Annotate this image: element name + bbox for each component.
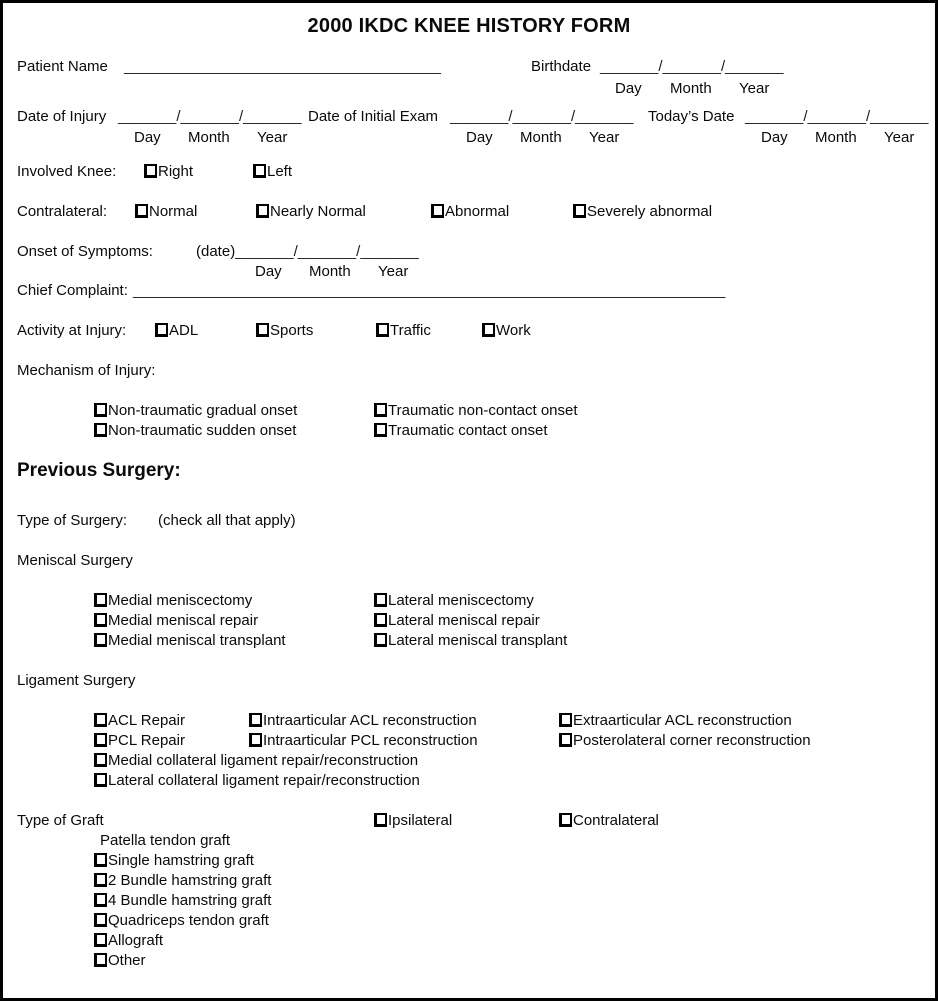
checkbox-non-traumatic-gradual-onset[interactable] [94, 402, 297, 420]
checkbox-icon [94, 733, 107, 747]
option-label: 2 Bundle hamstring graft [108, 872, 272, 889]
date-of-injury-blank[interactable]: _______/_______/_______ [118, 108, 302, 125]
option-label: Severely abnormal [587, 203, 713, 220]
option-label: Sports [270, 322, 314, 339]
checkbox-work[interactable] [482, 322, 531, 340]
checkbox-2-bundle-hamstring-graft[interactable] [94, 872, 271, 890]
chief-complaint-label: Chief Complaint: [17, 282, 128, 299]
previous-surgery-heading: Previous Surgery: [17, 460, 181, 481]
date-of-initial-exam-blank[interactable]: _______/_______/_______ [450, 108, 634, 125]
option-label: Single hamstring graft [108, 852, 254, 869]
option-label: Traffic [390, 322, 431, 339]
option-label: ACL Repair [108, 712, 185, 729]
activity-at-injury-label: Activity at Injury: [17, 322, 127, 339]
checkbox-left[interactable] [253, 163, 292, 181]
option-label: Lateral meniscectomy [388, 592, 534, 609]
checkbox-nearly-normal[interactable] [256, 203, 366, 221]
onset-date-field[interactable] [196, 243, 419, 261]
patient-name-label: Patient Name [17, 58, 108, 75]
option-label: Medial meniscectomy [108, 592, 253, 609]
onset-date-blank: _______/_______/_______ [235, 243, 419, 260]
checkbox-icon [374, 593, 387, 607]
option-label: Lateral collateral ligament repair/reconstruction [108, 772, 420, 789]
checkbox-medial-meniscal-repair[interactable] [94, 612, 258, 630]
checkbox-icon [482, 323, 495, 337]
day-label: Day [761, 129, 788, 146]
checkbox-severely-abnormal[interactable] [573, 203, 712, 221]
checkbox-adl[interactable] [155, 322, 198, 340]
option-label: Medial meniscal transplant [108, 632, 286, 649]
option-label: Quadriceps tendon graft [108, 912, 269, 929]
checkbox-icon [249, 713, 262, 727]
year-label: Year [884, 129, 915, 146]
checkbox-pcl-repair[interactable] [94, 732, 185, 750]
form-title: 2000 IKDC KNEE HISTORY FORM [307, 15, 631, 37]
checkbox-icon [135, 204, 148, 218]
checkbox-lateral-meniscectomy[interactable] [374, 592, 534, 610]
checkbox-posterolateral-corner-reconstruction[interactable] [559, 732, 811, 750]
option-label: Work [496, 322, 531, 339]
checkbox-4-bundle-hamstring-graft[interactable] [94, 892, 271, 910]
checkbox-traffic[interactable] [376, 322, 431, 340]
checkbox-contralateral[interactable] [559, 812, 659, 830]
month-label: Month [670, 80, 712, 97]
checkbox-acl-repair[interactable] [94, 712, 185, 730]
option-label: Left [267, 163, 293, 180]
type-of-surgery-label: Type of Surgery: [17, 512, 128, 529]
year-label: Year [589, 129, 620, 146]
contralateral-label: Contralateral: [17, 203, 108, 220]
option-label: Ipsilateral [388, 812, 453, 829]
checkbox-icon [573, 204, 586, 218]
month-label: Month [815, 129, 857, 146]
option-label: Lateral meniscal repair [388, 612, 540, 629]
checkbox-icon [155, 323, 168, 337]
option-label: Intraarticular ACL reconstruction [263, 712, 477, 729]
option-label: Other [108, 952, 146, 969]
checkbox-icon [94, 873, 107, 887]
onset-of-symptoms-label: Onset of Symptoms: [17, 243, 153, 260]
option-label: Right [158, 163, 194, 180]
day-label: Day [466, 129, 493, 146]
checkbox-traumatic-contact-onset[interactable] [374, 422, 548, 440]
option-label: Abnormal [445, 203, 510, 220]
checkbox-lateral-meniscal-transplant[interactable] [374, 632, 567, 650]
date-of-injury-label: Date of Injury [17, 108, 107, 125]
option-label: Lateral meniscal transplant [388, 632, 568, 649]
checkbox-icon [94, 423, 107, 437]
checkbox-medial-collateral-ligament[interactable] [94, 752, 418, 770]
checkbox-icon [256, 204, 269, 218]
checkbox-right[interactable] [144, 163, 193, 181]
option-label: Extraarticular ACL reconstruction [573, 712, 792, 729]
option-label: Intraarticular PCL reconstruction [263, 732, 478, 749]
checkbox-icon [94, 853, 107, 867]
option-label: Posterolateral corner reconstruction [573, 732, 811, 749]
month-label: Month [188, 129, 230, 146]
checkbox-icon [94, 933, 107, 947]
checkbox-icon [376, 323, 389, 337]
checkbox-icon [374, 613, 387, 627]
checkbox-icon [94, 913, 107, 927]
ligament-surgery-label: Ligament Surgery [17, 672, 136, 689]
checkbox-traumatic-non-contact-onset[interactable] [374, 402, 578, 420]
checkbox-lateral-collateral-ligament[interactable] [94, 772, 420, 790]
checkbox-intraarticular-pcl-reconstruction[interactable] [249, 732, 478, 750]
checkbox-icon [256, 323, 269, 337]
checkbox-icon [94, 403, 107, 417]
checkbox-icon [253, 164, 266, 178]
option-label: Medial meniscal repair [108, 612, 259, 629]
checkbox-single-hamstring-graft[interactable] [94, 852, 254, 870]
meniscal-surgery-label: Meniscal Surgery [17, 552, 133, 569]
month-label: Month [520, 129, 562, 146]
checkbox-extraarticular-acl-reconstruction[interactable] [559, 712, 792, 730]
year-label: Year [378, 263, 409, 280]
type-of-graft-label: Type of Graft [17, 812, 104, 829]
chief-complaint-blank[interactable]: _______________________________________________________________________ [133, 282, 726, 299]
year-label: Year [257, 129, 288, 146]
checkbox-icon [249, 733, 262, 747]
option-label: Nearly Normal [270, 203, 366, 220]
checkbox-icon [559, 713, 572, 727]
checkbox-normal[interactable] [135, 203, 197, 221]
checkbox-icon [94, 593, 107, 607]
option-label: PCL Repair [108, 732, 185, 749]
graft-item-patella-tendon: Patella tendon graft [100, 832, 231, 849]
involved-knee-label: Involved Knee: [17, 163, 117, 180]
checkbox-other[interactable] [94, 952, 146, 970]
patient-name-blank[interactable]: ______________________________________ [124, 58, 442, 75]
mechanism-of-injury-label: Mechanism of Injury: [17, 362, 156, 379]
checkbox-icon [431, 204, 444, 218]
month-label: Month [309, 263, 351, 280]
checkbox-icon [374, 813, 387, 827]
checkbox-icon [374, 403, 387, 417]
checkbox-icon [94, 713, 107, 727]
todays-date-label: Today’s Date [648, 108, 735, 125]
checkbox-icon [374, 633, 387, 647]
checkbox-abnormal[interactable] [431, 203, 509, 221]
checkbox-medial-meniscal-transplant[interactable] [94, 632, 286, 650]
checkbox-icon [94, 633, 107, 647]
day-label: Day [134, 129, 161, 146]
checkbox-intraarticular-acl-reconstruction[interactable] [249, 712, 477, 730]
checkbox-quadriceps-tendon-graft[interactable] [94, 912, 269, 930]
option-label: 4 Bundle hamstring graft [108, 892, 272, 909]
checkbox-medial-meniscectomy[interactable] [94, 592, 252, 610]
option-label: Traumatic contact onset [388, 422, 548, 439]
checkbox-allograft[interactable] [94, 932, 163, 950]
checkbox-lateral-meniscal-repair[interactable] [374, 612, 540, 630]
checkbox-ipsilateral[interactable] [374, 812, 452, 830]
checkbox-icon [94, 753, 107, 767]
checkbox-non-traumatic-sudden-onset[interactable] [94, 422, 296, 440]
type-of-surgery-note: (check all that apply) [158, 512, 296, 529]
option-label: Allograft [108, 932, 164, 949]
option-label: Medial collateral ligament repair/reconstruction [108, 752, 419, 769]
day-label: Day [615, 80, 642, 97]
birthdate-label: Birthdate [531, 58, 592, 75]
birthdate-blank[interactable]: _______/_______/_______ [600, 58, 784, 75]
date-prefix: (date) [196, 243, 236, 260]
checkbox-icon [374, 423, 387, 437]
checkbox-icon [559, 733, 572, 747]
checkbox-icon [94, 613, 107, 627]
checkbox-icon [144, 164, 157, 178]
todays-date-blank[interactable]: _______/_______/_______ [745, 108, 929, 125]
option-label: Non-traumatic gradual onset [108, 402, 298, 419]
checkbox-icon [559, 813, 572, 827]
option-label: ADL [169, 322, 199, 339]
year-label: Year [739, 80, 770, 97]
checkbox-icon [94, 773, 107, 787]
option-label: Traumatic non-contact onset [388, 402, 578, 419]
checkbox-sports[interactable] [256, 322, 313, 340]
checkbox-icon [94, 893, 107, 907]
option-label: Normal [149, 203, 198, 220]
option-label: Contralateral [573, 812, 659, 829]
day-label: Day [255, 263, 282, 280]
option-label: Non-traumatic sudden onset [108, 422, 297, 439]
checkbox-icon [94, 953, 107, 967]
date-of-initial-exam-label: Date of Initial Exam [308, 108, 439, 125]
